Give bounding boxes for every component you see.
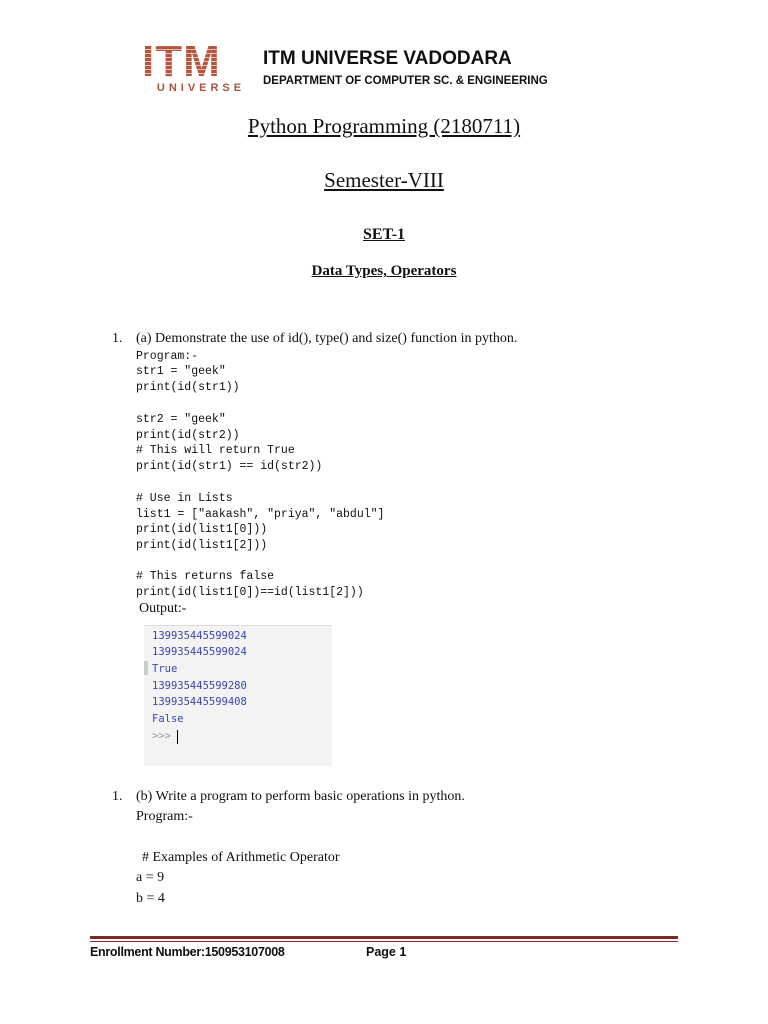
code-block-3: # Use in Lists list1 = ["aakash", "priya", "abdul"] print(id(list1[0])) print(id(list1[2]))	[136, 492, 385, 552]
output-line-marker	[144, 661, 148, 675]
code-block-1: str1 = "geek" print(id(str1))	[136, 365, 240, 394]
output-label: Output:-	[139, 601, 187, 616]
question-1a-text: (a) Demonstrate the use of id(), type() and size() function in python.	[136, 331, 518, 346]
enrollment-number: Enrollment Number:150953107008	[90, 945, 285, 959]
semester-title: Semester-VIII	[324, 168, 444, 192]
code-block-2: str2 = "geek" print(id(str2)) # This will return True print(id(str1) == id(str2))	[136, 413, 323, 473]
course-title: Python Programming (2180711)	[247, 114, 521, 138]
output-line: 139935445599024	[152, 646, 247, 658]
footer-rule-thin	[90, 941, 678, 942]
document-header	[142, 37, 592, 98]
logo-itm-text: ITM	[142, 42, 254, 82]
question-1b-number: 1.	[112, 789, 123, 804]
logo-universe-text: UNIVERSE	[156, 82, 246, 94]
code-line-a: a = 9	[136, 870, 165, 885]
console-prompt: >>>	[152, 730, 171, 742]
output-console	[144, 625, 332, 766]
footer-rule	[90, 936, 678, 939]
topic-title: Data Types, Operators	[311, 263, 457, 279]
page-number: Page 1	[366, 945, 407, 959]
program-label-1a: Program:-	[136, 350, 199, 363]
itm-logo	[142, 37, 254, 96]
text-cursor	[177, 730, 178, 744]
question-1a-number: 1.	[112, 331, 123, 346]
output-line: 139935445599280	[152, 680, 247, 692]
output-line: False	[152, 713, 184, 725]
output-line: 139935445599408	[152, 696, 247, 708]
set-title: SET-1	[362, 226, 406, 243]
program-label-1b: Program:-	[136, 809, 193, 824]
code-comment: # Examples of Arithmetic Operator	[142, 850, 340, 865]
question-1b-text: (b) Write a program to perform basic operations in python.	[136, 789, 465, 804]
output-line: 139935445599024	[152, 630, 247, 642]
department-name: DEPARTMENT OF COMPUTER SC. & ENGINEERING	[263, 75, 548, 87]
code-block-4: # This returns false print(id(list1[0])==id(list1[2]))	[136, 570, 364, 599]
output-line: True	[152, 663, 178, 675]
university-name: ITM UNIVERSE VADODARA	[263, 48, 512, 69]
code-line-b: b = 4	[136, 891, 165, 906]
